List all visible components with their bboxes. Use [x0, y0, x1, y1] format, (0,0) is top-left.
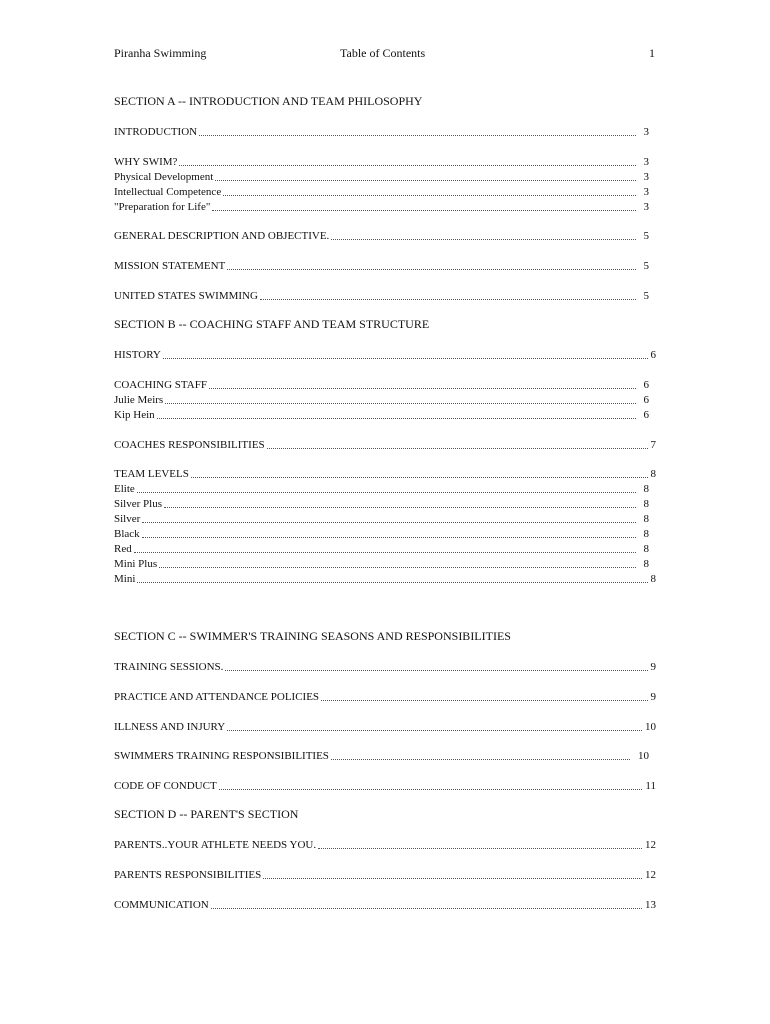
toc-entry — [114, 778, 656, 793]
toc-entry-title: ILLNESS AND INJURY — [114, 721, 226, 733]
toc-entry-title: UNITED STATES SWIMMING — [114, 290, 258, 302]
dot-leader — [212, 209, 635, 211]
toc-entry-title: TEAM LEVELS — [114, 468, 189, 480]
toc-entry — [114, 169, 656, 184]
toc-entry-title: TRAINING SESSIONS. — [114, 661, 224, 673]
dot-leader — [137, 491, 636, 493]
toc-entry-title: Red — [114, 543, 132, 555]
toc-entry — [114, 556, 656, 571]
dot-leader — [223, 194, 635, 196]
dot-leader — [211, 907, 642, 909]
toc-entry — [114, 228, 656, 243]
toc-entry-page: 8 — [643, 543, 649, 555]
toc-section-heading: SECTION D -- PARENT'S SECTION — [114, 807, 299, 821]
toc-entry-title: PARENTS..YOUR ATHLETE NEEDS YOU. — [114, 839, 317, 851]
toc-entry-title: "Preparation for Life" — [114, 201, 211, 213]
toc-entry-page: 12 — [645, 869, 656, 881]
dot-leader — [260, 298, 636, 300]
toc-entry-title: Mini Plus — [114, 558, 158, 570]
toc-entry — [114, 258, 656, 273]
toc-entry-page: 12 — [645, 839, 656, 851]
toc-entry — [114, 347, 656, 362]
toc-entry-title: COACHES RESPONSIBILITIES — [114, 439, 265, 451]
toc-entry-page: 5 — [643, 260, 649, 272]
toc-entry-title: Silver Plus — [114, 498, 162, 510]
dot-leader — [199, 134, 635, 136]
toc-entry-page: 8 — [643, 528, 649, 540]
toc-entry-page: 10 — [645, 721, 656, 733]
toc-entry-page: 6 — [643, 394, 649, 406]
toc-entry-page: 3 — [643, 186, 649, 198]
toc-entry — [114, 659, 656, 674]
toc-entry-page: 11 — [645, 780, 656, 792]
toc-entry — [114, 437, 656, 452]
toc-entry-title: Kip Hein — [114, 409, 155, 421]
toc-entry-page: 3 — [643, 156, 649, 168]
toc-entry — [114, 867, 656, 882]
toc-entry-page: 8 — [643, 498, 649, 510]
dot-leader — [179, 164, 635, 166]
toc-entry-title: Elite — [114, 483, 135, 495]
toc-entry-title: Intellectual Competence — [114, 186, 222, 198]
toc-entry-title: WHY SWIM? — [114, 156, 178, 168]
toc-entry-title: PARENTS RESPONSIBILITIES — [114, 869, 262, 881]
toc-entry — [114, 377, 656, 392]
toc-entry-title: Physical Development — [114, 171, 214, 183]
toc-entry-page: 5 — [643, 290, 649, 302]
dot-leader — [209, 387, 636, 389]
toc-entry — [114, 689, 656, 704]
toc-entry-page: 8 — [650, 468, 656, 480]
dot-leader — [165, 402, 635, 404]
dot-leader — [227, 268, 635, 270]
dot-leader — [137, 581, 647, 583]
toc-entry — [114, 288, 656, 303]
dot-leader — [227, 729, 642, 731]
running-header-section: Table of Contents — [340, 46, 426, 60]
toc-entry-page: 3 — [643, 201, 649, 213]
toc-entry — [114, 124, 656, 139]
dot-leader — [267, 447, 648, 449]
page-number: 1 — [649, 46, 655, 60]
toc-entry — [114, 511, 656, 526]
toc-entry-page: 6 — [643, 379, 649, 391]
dot-leader — [157, 417, 636, 419]
dot-leader — [263, 877, 642, 879]
dot-leader — [134, 551, 636, 553]
dot-leader — [331, 758, 630, 760]
toc-entry-page: 8 — [643, 483, 649, 495]
toc-entry — [114, 897, 656, 912]
toc-entry — [114, 407, 656, 422]
toc-entry-page: 6 — [643, 409, 649, 421]
toc-entry-page: 8 — [643, 513, 649, 525]
toc-entry-page: 8 — [643, 558, 649, 570]
toc-entry-title: Silver — [114, 513, 141, 525]
toc-entry-page: 8 — [650, 573, 656, 585]
toc-entry-title: COMMUNICATION — [114, 899, 209, 911]
toc-section-heading: SECTION B -- COACHING STAFF AND TEAM STRUCTURE — [114, 317, 430, 331]
toc-entry — [114, 154, 656, 169]
toc-entry — [114, 571, 656, 586]
dot-leader — [331, 238, 635, 240]
toc-entry — [114, 748, 656, 763]
toc-entry-page: 7 — [650, 439, 656, 451]
toc-entry-page: 9 — [650, 661, 656, 673]
toc-entry — [114, 837, 656, 852]
toc-entry — [114, 496, 656, 511]
toc-entry-title: GENERAL DESCRIPTION AND OBJECTIVE. — [114, 230, 330, 242]
toc-entry-title: Mini — [114, 573, 136, 585]
toc-entry — [114, 541, 656, 556]
toc-entry-title: INTRODUCTION — [114, 126, 198, 138]
toc-entry-page: 6 — [650, 349, 656, 361]
toc-entry-title: CODE OF CONDUCT — [114, 780, 217, 792]
toc-entry-title: MISSION STATEMENT — [114, 260, 226, 272]
toc-entry-title: Julie Meirs — [114, 394, 164, 406]
toc-entry — [114, 526, 656, 541]
toc-entry-title: COACHING STAFF — [114, 379, 207, 391]
toc-entry — [114, 199, 656, 214]
dot-leader — [318, 847, 642, 849]
toc-entry-title: HISTORY — [114, 349, 161, 361]
dot-leader — [142, 521, 635, 523]
dot-leader — [225, 669, 647, 671]
toc-entry-page: 3 — [643, 126, 649, 138]
toc-entry-page: 13 — [645, 899, 656, 911]
dot-leader — [164, 506, 636, 508]
toc-entry-title: SWIMMERS TRAINING RESPONSIBILITIES — [114, 750, 329, 762]
toc-entry-title: Black — [114, 528, 140, 540]
dot-leader — [321, 699, 647, 701]
toc-entry-page: 10 — [638, 750, 649, 762]
dot-leader — [142, 536, 636, 538]
toc-entry — [114, 466, 656, 481]
dot-leader — [163, 357, 648, 359]
toc-entry-page: 9 — [650, 691, 656, 703]
dot-leader — [159, 566, 635, 568]
dot-leader — [215, 179, 635, 181]
toc-section-heading: SECTION C -- SWIMMER'S TRAINING SEASONS AND RESPONSIBILITIES — [114, 629, 511, 643]
toc-entry — [114, 392, 656, 407]
toc-entry-page: 3 — [643, 171, 649, 183]
toc-entry-page: 5 — [643, 230, 649, 242]
toc-entry — [114, 481, 656, 496]
dot-leader — [219, 788, 643, 790]
toc-entry-title: PRACTICE AND ATTENDANCE POLICIES — [114, 691, 320, 703]
toc-entry — [114, 719, 656, 734]
dot-leader — [191, 476, 648, 478]
toc-section-heading: SECTION A -- INTRODUCTION AND TEAM PHILOSOPHY — [114, 94, 423, 108]
running-header-title: Piranha Swimming — [114, 46, 207, 60]
toc-entry — [114, 184, 656, 199]
